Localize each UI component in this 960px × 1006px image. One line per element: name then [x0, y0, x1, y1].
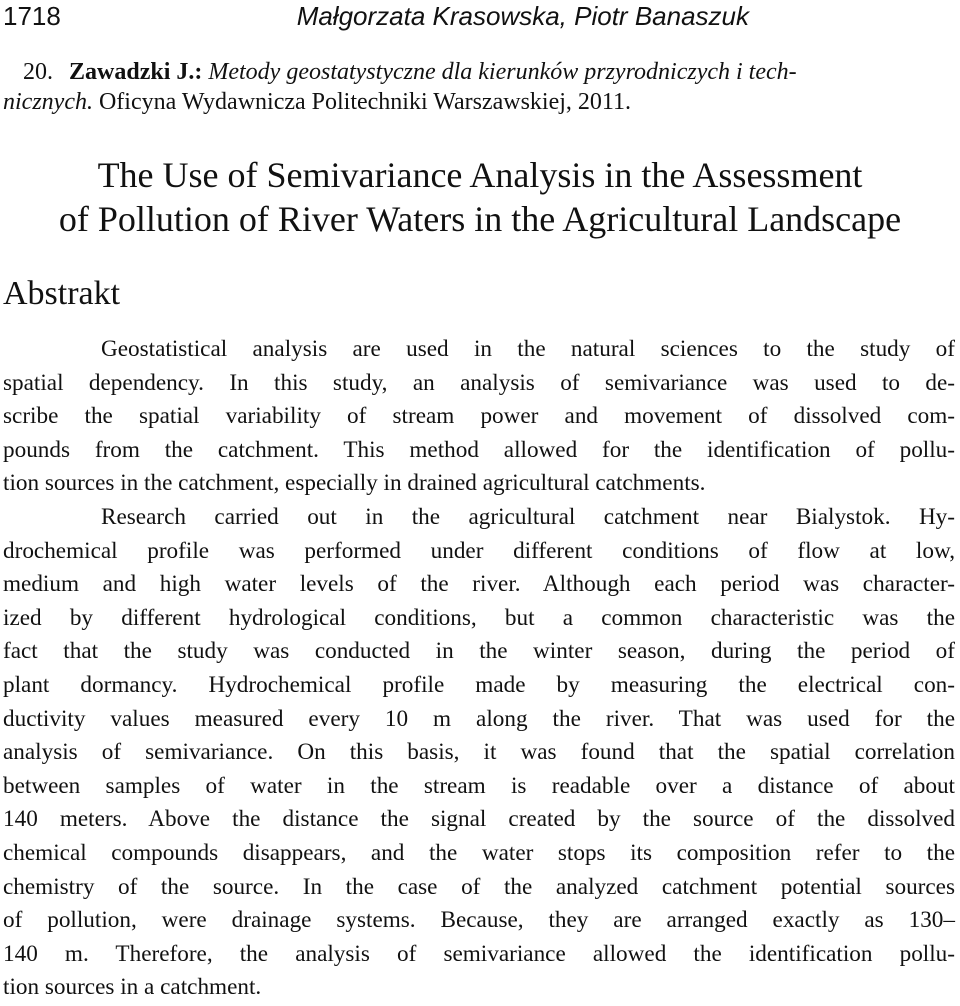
- paper-title: [0, 153, 960, 241]
- abstract-body: [3, 333, 955, 1005]
- abstract-line: chemical compounds disappears, and the water stops its composition refer to the: [3, 839, 955, 866]
- page-number: 1718: [3, 1, 61, 31]
- reference-publisher: Oficyna Wydawnicza Politechniki Warszawskiej, 2011.: [98, 89, 631, 115]
- abstract-line: ductivity values measured every 10 m along the river. That was used for the: [3, 705, 955, 732]
- abstract-line: medium and high water levels of the river. Although each period was character-: [3, 571, 955, 598]
- reference-title-line-2: nicznych.: [3, 89, 93, 115]
- reference-title-line-1: Metody geostatystyczne dla kierunków przyrodniczych i tech-: [208, 59, 797, 85]
- running-head: [3, 0, 951, 32]
- abstract-line: tion sources in the catchment, especially in drained agricultural catchments.: [3, 470, 706, 497]
- paper-title-line-1: The Use of Semivariance Analysis in the Assessment: [97, 155, 863, 195]
- abstract-line: Research carried out in the agricultural catchment near Bialystok. Hy-: [101, 503, 955, 530]
- abstract-line: drochemical profile was performed under different conditions of flow at low,: [3, 537, 955, 564]
- abstract-line: spatial dependency. In this study, an analysis of semivariance was used to de-: [3, 369, 955, 396]
- abstract-line: of pollution, were drainage systems. Because, they are arranged exactly as 130–: [3, 907, 955, 934]
- abstract-line: plant dormancy. Hydrochemical profile made by measuring the electrical con-: [3, 671, 955, 698]
- reference-author: Zawadzki J.:: [69, 59, 203, 85]
- abstract-heading: Abstrakt: [3, 275, 121, 312]
- abstract-line: ized by different hydrological conditions, but a common characteristic was the: [3, 604, 955, 631]
- abstract-line: pounds from the catchment. This method allowed for the identification of pollu-: [3, 436, 955, 463]
- abstract-line: fact that the study was conducted in the winter season, during the period of: [3, 638, 955, 665]
- abstract-line: scribe the spatial variability of stream power and movement of dissolved com-: [3, 403, 955, 430]
- abstract-line: analysis of semivariance. On this basis, it was found that the spatial correlation: [3, 739, 955, 766]
- running-head-authors: Małgorzata Krasowska, Piotr Banaszuk: [296, 1, 749, 31]
- abstract-line: chemistry of the source. In the case of the analyzed catchment potential sources: [3, 873, 955, 900]
- reference-number: 20.: [23, 59, 53, 85]
- reference-line-1: [3, 57, 953, 87]
- abstract-line: Geostatistical analysis are used in the natural sciences to the study of: [101, 336, 955, 362]
- paper-title-line-2: of Pollution of River Waters in the Agricultural Landscape: [58, 199, 902, 239]
- reference-line-2: [3, 87, 953, 117]
- abstract-line: tion sources in a catchment.: [3, 974, 262, 1001]
- abstract-line: 140 meters. Above the distance the signal created by the source of the dissolved: [3, 806, 955, 833]
- abstract-line: 140 m. Therefore, the analysis of semivariance allowed the identification pollu-: [3, 940, 955, 967]
- reference-entry: [3, 57, 953, 117]
- abstract-line: between samples of water in the stream is readable over a distance of about: [3, 772, 955, 799]
